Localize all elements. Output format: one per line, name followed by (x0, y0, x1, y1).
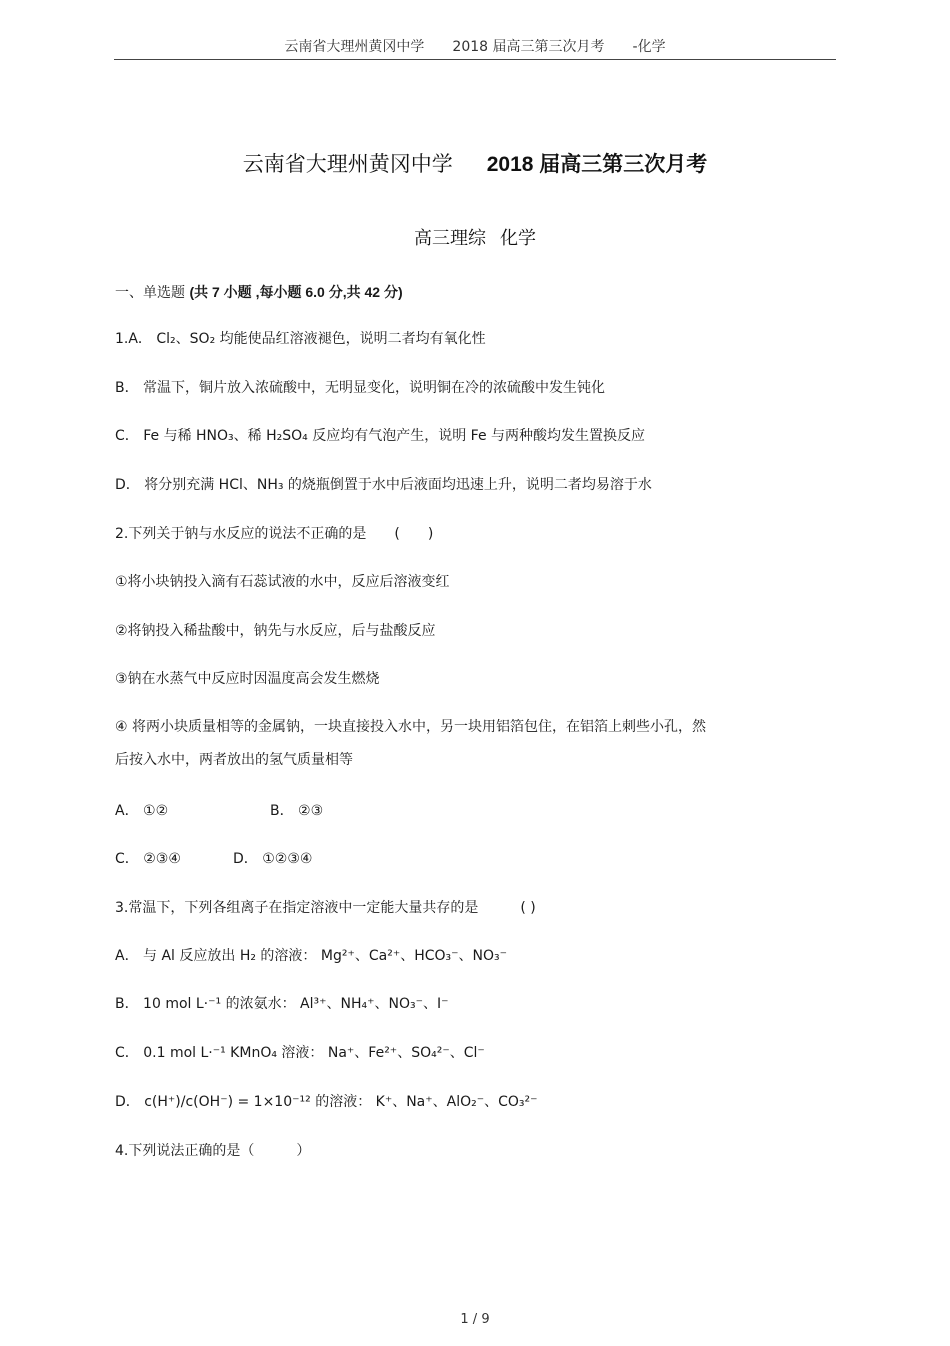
header-divider (114, 59, 836, 60)
running-header (114, 36, 836, 56)
q2-statement-3: ③钠在水蒸气中反应时因温度高会发生燃烧 (115, 671, 380, 687)
q2-statement-4: ④ 将两小块质量相等的金属钠，一块直接投入水中，另一块用铝箔包住，在铝箔上刺些小孔，然 (115, 719, 706, 735)
header-subject: -化学 (632, 39, 666, 55)
q1-option-b: B． 常温下，铜片放入浓硫酸中，无明显变化，说明铜在冷的浓硫酸中发生钝化 (115, 380, 606, 396)
page-subtitle (114, 224, 836, 250)
section-title: 一、单选题 (115, 285, 185, 301)
q2-option-a: A． ①② (115, 803, 169, 819)
section-heading (115, 283, 403, 302)
q4-stem: 4.下列说法正确的是（ ） (115, 1143, 311, 1159)
q3-stem: 3.常温下，下列各组离子在指定溶液中一定能大量共存的是 ( ) (115, 900, 536, 916)
q3-option-b: B． 10 mol L·⁻¹ 的浓氨水： Al³⁺、NH₄⁺、NO₃⁻、I⁻ (115, 996, 449, 1012)
header-exam: 2018 届高三第三次月考 (452, 39, 605, 55)
q2-statement-2: ②将钠投入稀盐酸中，钠先与水反应，后与盐酸反应 (115, 623, 436, 639)
header-school: 云南省大理州黄冈中学 (284, 39, 425, 55)
subtitle-part2: 化学 (500, 228, 536, 249)
page-title (114, 148, 836, 178)
q1-option-c: C． Fe 与稀 HNO₃、稀 H₂SO₄ 反应均有气泡产生，说明 Fe 与两种酸均发生置换反应 (115, 428, 646, 444)
q1-option-a: 1.A． Cl₂、SO₂ 均能使品红溶液褪色，说明二者均有氧化性 (115, 331, 486, 347)
section-detail: (共 7 小题 ,每小题 6.0 分,共 42 分) (189, 284, 403, 300)
q2-statement-1: ①将小块钠投入滴有石蕊试液的水中，反应后溶液变红 (115, 574, 450, 590)
q2-option-c: C． ②③④ (115, 851, 181, 867)
q2-statement-4-cont: 后按入水中，两者放出的氢气质量相等 (115, 752, 353, 768)
title-exam: 2018 届高三第三次月考 (486, 153, 708, 176)
q2-stem: 2.下列关于钠与水反应的说法不正确的是 ( ) (115, 526, 434, 542)
q3-option-c: C． 0.1 mol L·⁻¹ KMnO₄ 溶液： Na⁺、Fe²⁺、SO₄²⁻、Cl⁻ (115, 1045, 485, 1061)
page-number: 1 / 9 (460, 1312, 490, 1327)
q3-option-d: D． c(H⁺)/c(OH⁻) = 1×10⁻¹² 的溶液： K⁺、Na⁺、AlO₂⁻、CO₃²⁻ (115, 1094, 538, 1110)
subtitle-part1: 高三理综 (414, 228, 486, 249)
q2-option-b: B． ②③ (270, 803, 324, 819)
q2-option-d: D． ①②③④ (233, 851, 313, 867)
q1-option-d: D． 将分别充满 HCl、NH₃ 的烧瓶倒置于水中后液面均迅速上升，说明二者均易溶于水 (115, 477, 652, 493)
title-school: 云南省大理州黄冈中学 (242, 152, 453, 176)
q3-option-a: A． 与 Al 反应放出 H₂ 的溶液： Mg²⁺、Ca²⁺、HCO₃⁻、NO₃⁻ (115, 948, 508, 964)
